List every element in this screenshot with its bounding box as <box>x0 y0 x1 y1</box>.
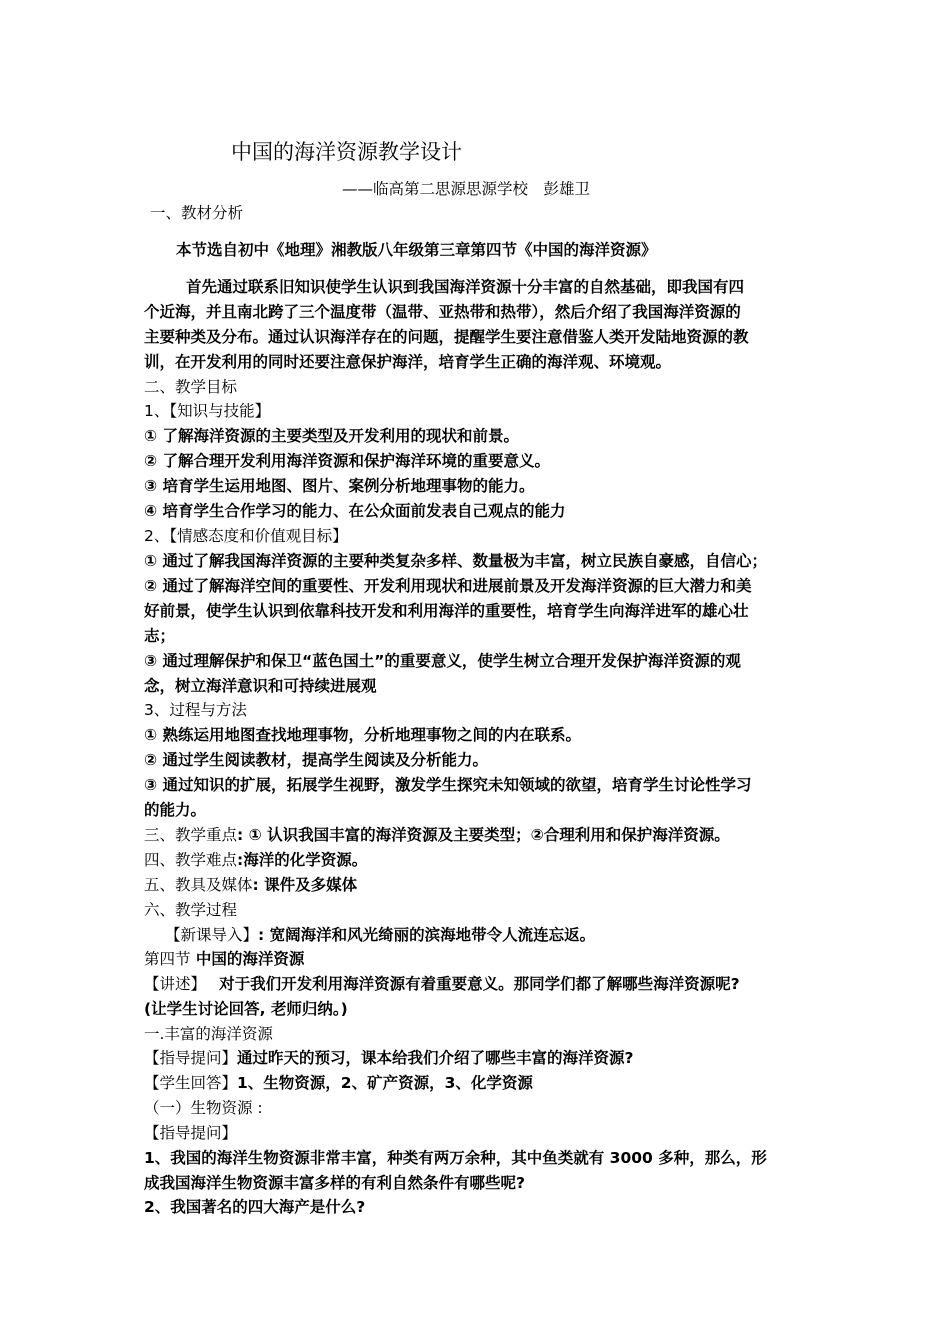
analysis-line: 主要种类及分布。通过认识海洋存在的问题，提醒学生要注意借鉴人类开发陆地资源的教 <box>144 328 749 346</box>
analysis-line: 个近海，并且南北跨了三个温度带（温带、亚热带和热带），然后介绍了我国海洋资源的 <box>144 303 741 321</box>
media-label: 五、教具及媒体 <box>144 876 253 894</box>
goal-item: ② 通过学生阅读教材，提高学生阅读及分析能力。 <box>144 751 489 769</box>
document-title: 中国的海洋资源教学设计 <box>231 140 462 164</box>
difficulty-label: 四、教学难点 <box>144 851 238 869</box>
goal-item: 好前景，使学生认识到依靠科技开发和利用海洋的重要性，培育学生向海洋进军的雄心壮 <box>144 602 749 620</box>
goal-item: ② 了解合理开发利用海洋资源和保护海洋环境的重要意义。 <box>144 452 551 470</box>
intro-label: 【新课导入】 <box>165 926 259 944</box>
talk-text: 对于我们开发利用海洋资源有着重要意义。那同学们都了解哪些海洋资源呢? <box>198 975 740 993</box>
talk-note: (让学生讨论回答, 老师归纳。) <box>144 1000 348 1018</box>
goal-heading-2: 2、【情感态度和价值观目标】 <box>144 527 348 545</box>
answer-text: 1、生物资源，2、矿产资源，3、化学资源 <box>237 1074 533 1092</box>
goal-item: ① 熟练运用地图查找地理事物，分析地理事物之间的内在联系。 <box>144 726 582 744</box>
question-line: 2、我国著名的四大海产是什么? <box>144 1198 366 1216</box>
lesson-title: 中国的海洋资源 <box>190 950 305 968</box>
question-line: 1、我国的海洋生物资源非常丰富，种类有两万余种，其中鱼类就有 3000 多种，那么，形 <box>144 1149 767 1167</box>
goal-item: 志； <box>144 627 176 645</box>
key-points-line <box>144 825 730 845</box>
part-heading: 一.丰富的海洋资源 <box>144 1025 273 1043</box>
media-line <box>144 875 357 895</box>
intro-text: : 宽阔海洋和风光绮丽的滨海地带令人流连忘返。 <box>258 926 596 944</box>
author-line: ——临高第二思源思源学校 彭雄卫 <box>342 180 591 198</box>
analysis-line: 首先通过联系旧知识使学生认识到我国海洋资源十分丰富的自然基础，即我国有四 <box>186 278 745 296</box>
goal-item: ④ 培育学生合作学习的能力、在公众面前发表自己观点的能力 <box>144 502 566 520</box>
goal-item: 念，树立海洋意识和可持续进展观 <box>144 677 377 695</box>
goal-item: ③ 培育学生运用地图、图片、案例分析地理事物的能力。 <box>144 477 535 495</box>
goal-item: ③ 通过知识的扩展，拓展学生视野，激发学生探究未知领域的欲望，培育学生讨论性学习 <box>144 776 752 794</box>
goal-heading-3: 3、过程与方法 <box>144 701 247 719</box>
key-points-text: : ① 认识我国丰富的海洋资源及主要类型；②合理利用和保护海洋资源。 <box>237 826 730 844</box>
guide-label-2: 【指导提问】 <box>144 1124 238 1142</box>
intro-line <box>165 925 595 945</box>
guide-line <box>144 1048 634 1068</box>
goal-item: ① 了解海洋资源的主要类型及开发利用的现状和前景。 <box>144 427 520 445</box>
goal-heading-1: 1、【知识与技能】 <box>144 402 271 420</box>
difficulty-line <box>144 850 367 870</box>
guide-label: 【指导提问】 <box>144 1049 238 1067</box>
section-heading-1: 一、教材分析 <box>150 204 244 222</box>
goal-item: ③ 通过理解保护和保卫“蓝色国土”的重要意义，使学生树立合理开发保护海洋资源的观 <box>144 652 741 670</box>
subsection-heading: （一）生物资源 : <box>144 1099 263 1117</box>
question-line: 成我国海洋生物资源丰富多样的有利自然条件有哪些呢? <box>144 1174 525 1192</box>
section-heading-6: 六、教学过程 <box>144 901 238 919</box>
talk-label: 【讲述】 <box>144 975 199 993</box>
goal-item: ① 通过了解我国海洋资源的主要种类复杂多样、数量极为丰富，树立民族自豪感，自信心； <box>144 552 768 570</box>
lesson-label: 第四节 <box>144 950 191 968</box>
goal-item: 的能力。 <box>144 801 207 819</box>
source-line: 本节选自初中《地理》湘教版八年级第三章第四节《中国的海洋资源》 <box>176 241 657 259</box>
analysis-line: 训，在开发利用的同时还要注意保护海洋，培育学生正确的海洋观、环境观。 <box>144 353 672 371</box>
answer-label: 【学生回答】 <box>144 1074 238 1092</box>
goal-item: ② 通过了解海洋空间的重要性、开发利用现状和进展前景及开发海洋资源的巨大潜力和美 <box>144 577 752 595</box>
section-heading-2: 二、教学目标 <box>144 378 238 396</box>
difficulty-text: :海洋的化学资源。 <box>237 851 368 869</box>
key-points-label: 三、教学重点 <box>144 826 238 844</box>
lesson-line <box>144 949 304 969</box>
media-text: : 课件及多媒体 <box>252 876 358 894</box>
guide-text: 通过昨天的预习，课本给我们介绍了哪些丰富的海洋资源? <box>237 1049 634 1067</box>
talk-line <box>144 974 740 994</box>
answer-line <box>144 1073 533 1093</box>
